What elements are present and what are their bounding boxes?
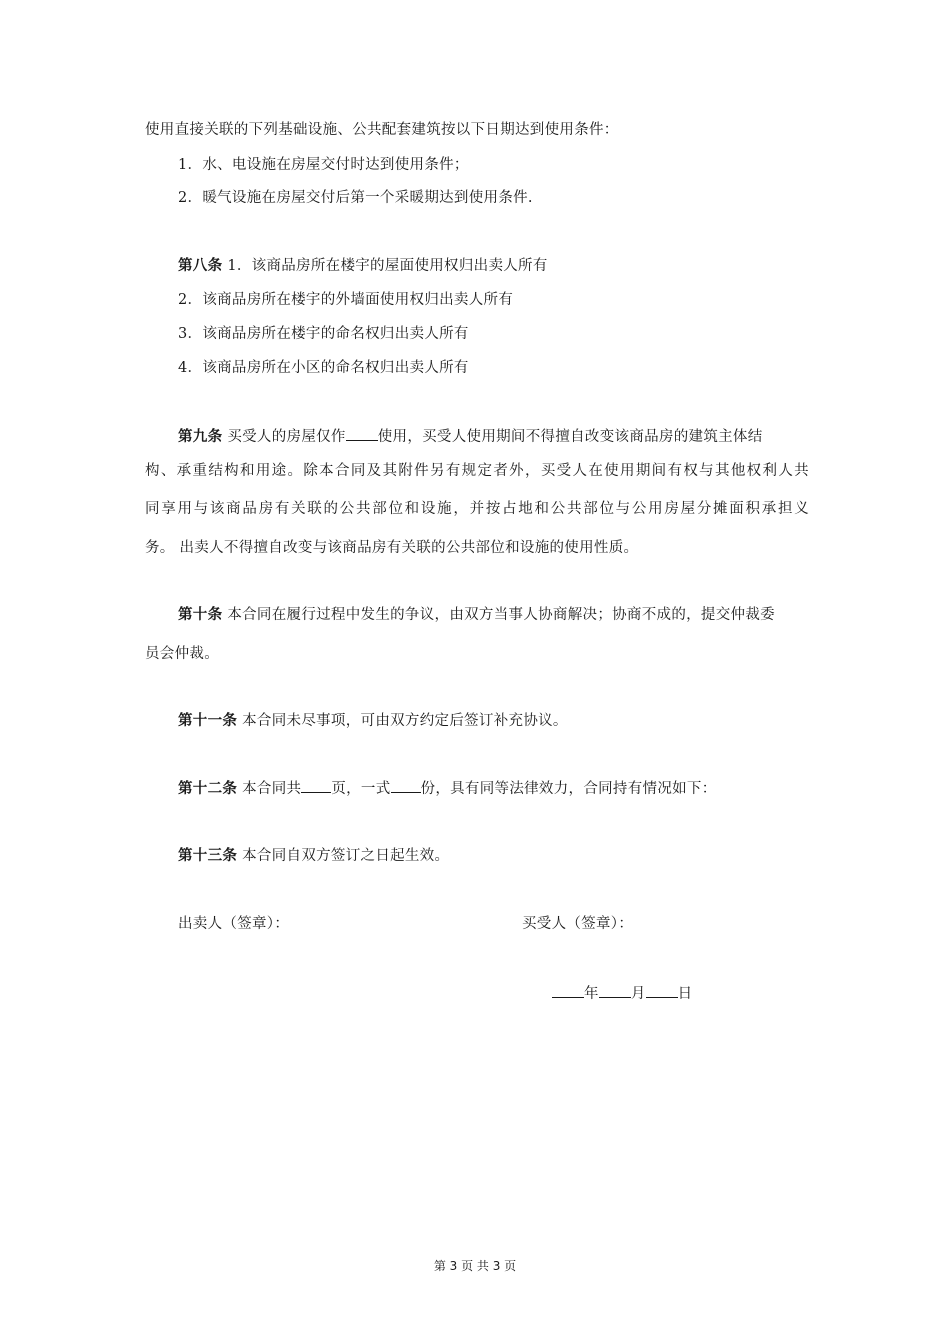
clause7-intro: 使用直接关联的下列基础设施、公共配套建筑按以下日期达到使用条件： [145, 122, 619, 138]
seller-signature-label: 出卖人（签章）： [178, 916, 290, 932]
usage-blank [346, 426, 378, 441]
clause9-line-3: 同享用与该商品房有关联的公共部位和设施，并按占地和公共部位与公用房屋分摊面积承担义 [145, 501, 809, 517]
clause11-text: 本合同未尽事项，可由双方约定后签订补充协议。 [242, 713, 568, 729]
clause13-label: 第十三条 [178, 848, 238, 864]
date-day: 日 [677, 986, 693, 1002]
page-count-blank [301, 778, 331, 793]
clause13-line [178, 846, 449, 866]
date-line [552, 983, 692, 1004]
clause9-line-4: 务。 出卖人不得擅自改变与该商品房有关联的公共部位和设施的使用性质。 [145, 540, 639, 556]
date-month: 月 [630, 986, 646, 1002]
clause9-text-b: 使用，买受人使用期间不得擅自改变该商品房的建筑主体结 [377, 429, 763, 445]
clause9-label: 第九条 [178, 429, 223, 445]
clause10-text-1: 本合同在履行过程中发生的争议，由双方当事人协商解决；协商不成的，提交仲裁委 [227, 607, 775, 623]
clause12-text-b: 页，一式 [331, 781, 391, 797]
clause12-label: 第十二条 [178, 781, 238, 797]
clause10-line-1 [178, 605, 775, 625]
clause10-label: 第十条 [178, 607, 223, 623]
clause12-text-a: 本合同共 [242, 781, 302, 797]
day-blank [646, 983, 678, 998]
clause12-text-c: 份，具有同等法律效力，合同持有情况如下： [420, 781, 717, 797]
clause9-line-2: 构、承重结构和用途。除本合同及其附件另有规定者外，买受人在使用期间有权与其他权利人共 [145, 463, 809, 479]
clause8-item-1: 1．该商品房所在楼宇的屋面使用权归出卖人所有 [227, 258, 548, 274]
copy-count-blank [391, 778, 421, 793]
clause8-label: 第八条 [178, 258, 223, 274]
clause8-item-4: 4．该商品房所在小区的命名权归出卖人所有 [178, 360, 469, 376]
clause7-item-1: 1．水、电设施在房屋交付时达到使用条件； [178, 157, 469, 173]
clause11-label: 第十一条 [178, 713, 238, 729]
clause12-line [178, 778, 717, 799]
clause8-item-2: 2．该商品房所在楼宇的外墙面使用权归出卖人所有 [178, 292, 514, 308]
clause7-item-2: 2．暖气设施在房屋交付后第一个采暖期达到使用条件. [178, 190, 533, 206]
buyer-signature-label: 买受人（签章）： [522, 916, 634, 932]
clause10-line-2: 员会仲裁。 [145, 646, 219, 662]
month-blank [599, 983, 631, 998]
year-blank [552, 983, 584, 998]
clause13-text: 本合同自双方签订之日起生效。 [242, 848, 450, 864]
date-year: 年 [584, 986, 599, 1002]
clause11-line [178, 711, 568, 731]
clause8-item-3: 3．该商品房所在楼宇的命名权归出卖人所有 [178, 326, 469, 342]
page-footer: 第 3 页 共 3 页 [433, 1259, 517, 1273]
clause8-line-1 [178, 256, 548, 276]
clause9-line-1 [178, 426, 763, 447]
clause9-text-a: 买受人的房屋仅作 [227, 429, 346, 445]
